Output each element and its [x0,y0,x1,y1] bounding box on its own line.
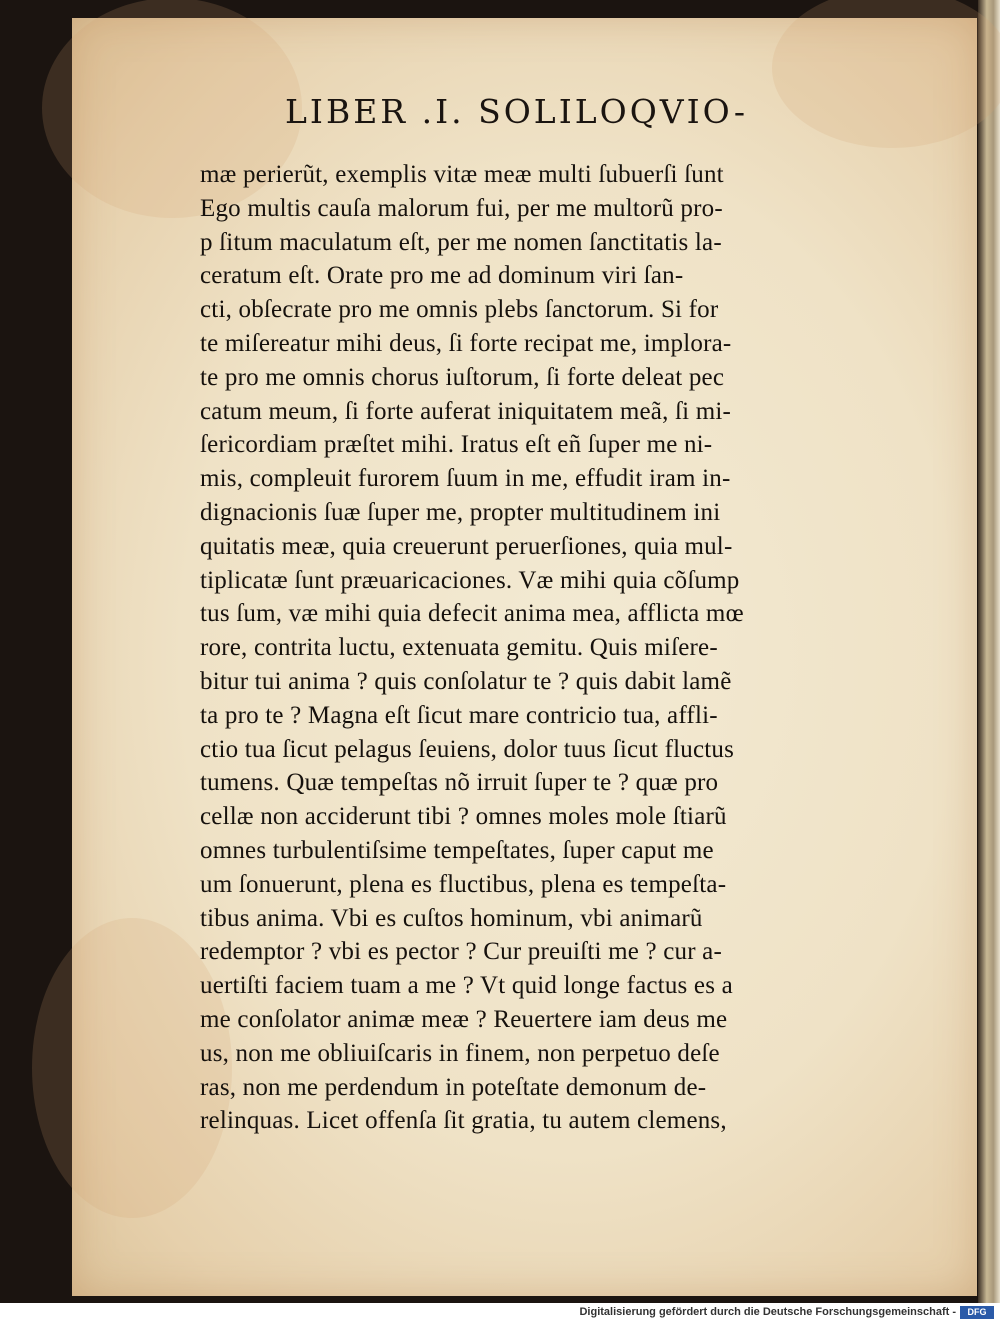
text-line: relinquas. Licet offenſa ſit gratia, tu autem clemens, [200,1107,727,1135]
text-line: catum meum, ſi forte auferat iniquitatem meã, ſi mi- [200,397,732,425]
text-line: me conſolator animæ meæ ? Reuertere iam deus me [200,1005,728,1033]
text-line: tibus anima. Vbi es cuſtos hominum, vbi animarũ [200,904,703,932]
text-line: us, non me obliuiſcaris in finem, non perpetuo deſe [200,1039,720,1067]
text-line: bitur tui anima ? quis conſolatur te ? quis dabit lamẽ [200,667,732,695]
text-line: tus ſum, væ mihi quia defecit anima mea, afflicta mœ [200,600,744,628]
text-line: ſericordiam præſtet mihi. Iratus eſt eñ ſuper me ni- [200,431,713,459]
text-line: Ego multis cauſa malorum fui, per me multorũ pro- [200,194,723,222]
text-line: ta pro te ? Magna eſt ſicut mare contricio tua, affli- [200,701,718,729]
text-line: uertiſti faciem tuam a me ? Vt quid longe factus es a [200,972,733,1000]
dfg-logo: DFG [960,1306,994,1319]
text-line: redemptor ? vbi es pector ? Cur preuiſti me ? cur a- [200,938,722,966]
text-line: quitatis meæ, quia creuerunt peruerſiones, quia mul- [200,532,733,560]
funding-credit: Digitalisierung gefördert durch die Deutsche Forschungsgemeinschaft - [579,1306,956,1318]
text-line: omnes turbulentiſsime tempeſtates, ſuper caput me [200,836,714,864]
text-line: te miſereatur mihi deus, ſi forte recipat me, implora- [200,329,732,357]
text-line: cti, obſecrate pro me omnis plebs ſanctorum. Si for [200,296,719,324]
text-line: mæ perierũt, exemplis vitæ meæ multi ſubuerſi ſunt [200,161,724,188]
text-line: tumens. Quæ tempeſtas nõ irruit ſuper te ? quæ pro [200,769,719,797]
text-line: um ſonuerunt, plena es fluctibus, plena es tempeſta- [200,870,727,898]
running-heading: LIBER .I. SOLILOQVIO- [285,92,749,131]
book-edge [978,0,1000,1303]
text-line: te pro me omnis chorus iuſtorum, ſi forte deleat pec [200,363,725,391]
body-text [200,158,960,1138]
text-line: ceratum eſt. Orate pro me ad dominum viri ſan- [200,262,684,290]
text-line: rore, contrita luctu, extenuata gemitu. Quis miſere- [200,634,718,662]
text-line: ras, non me perdendum in poteſtate demonum de- [200,1073,707,1101]
text-line: dignacionis ſuæ ſuper me, propter multitudinem ini [200,498,721,526]
text-line: p ſitum maculatum eſt, per me nomen ſanctitatis la- [200,228,722,256]
text-line: tiplicatæ ſunt præuaricaciones. Væ mihi quia cõſump [200,566,740,594]
text-line: cellæ non acciderunt tibi ? omnes moles mole ſtiarũ [200,803,727,831]
text-line: mis, compleuit furorem ſuum in me, effudit iram in- [200,465,731,493]
text-line: ctio tua ſicut pelagus ſeuiens, dolor tuus ſicut fluctus [200,735,735,763]
